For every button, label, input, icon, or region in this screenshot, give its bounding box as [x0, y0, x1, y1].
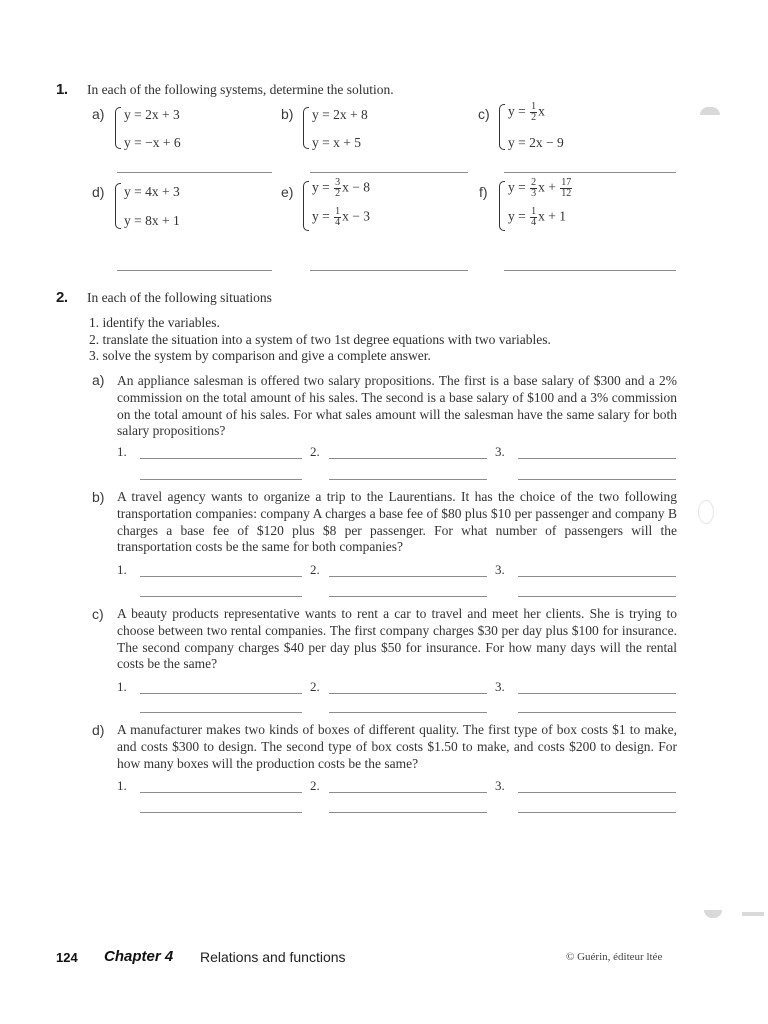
system-e-eq2: y = $\frac{1}{4}$ x − 3	[312, 206, 370, 228]
system-f-label: f)	[479, 184, 488, 200]
brace-c	[499, 104, 505, 150]
system-b-eq2: y = x + 5	[312, 135, 361, 150]
answer-line-a-3b[interactable]	[518, 479, 676, 480]
question-2-number: 2.	[56, 289, 68, 306]
chapter-title: Relations and functions	[200, 949, 346, 965]
answer-line-b-3[interactable]	[518, 576, 676, 577]
answer-line-d-2b[interactable]	[329, 812, 487, 813]
answer-label-3: 3.	[495, 444, 505, 459]
answer-line-a-2[interactable]	[329, 458, 487, 459]
system-c-eq1: y = $\frac{1}{2}$ x	[508, 101, 545, 123]
answer-label-1: 1.	[117, 778, 127, 793]
system-b-label: b)	[281, 106, 294, 122]
problem-d-text: A manufacturer makes two kinds of boxes of different quality. The first type of box costs $1 to make, and costs $300 to design. The second type of box costs $1.50 to make, and costs $200 to design. For how many boxes will the production costs be the same?	[117, 722, 677, 771]
answer-line-b[interactable]	[310, 172, 468, 173]
system-d-eq1: y = 4x + 3	[124, 184, 180, 199]
answer-line-e[interactable]	[310, 270, 468, 271]
question-2-prompt: In each of the following situations	[87, 290, 272, 305]
step-1: 1. identify the variables.	[89, 315, 220, 330]
brace-e	[303, 181, 309, 231]
brace-f	[499, 181, 505, 231]
answer-line-c-2b[interactable]	[329, 712, 487, 713]
scan-mark-ring	[698, 500, 714, 524]
problem-c-text: A beauty products representative wants to rent a car to travel and meet her clients. She is trying to choose between two rental companies. The first company charges $30 per day plus $100 for insurance. The second company charges $40 per day plus $50 for insurance. For how many days will the rental costs be the same?	[117, 606, 677, 672]
answer-line-c[interactable]	[504, 172, 676, 173]
answer-line-a-1b[interactable]	[140, 479, 302, 480]
problem-a-text: An appliance salesman is offered two salary propositions. The first is a base salary of $300 and a 2% commission on the total amount of his sales. The second is a base salary of $100 and a 3% commission on the total amount of his sales. For what sales amount will the salesman have the same salary for both salary propositions?	[117, 373, 677, 439]
answer-line-d-3[interactable]	[518, 792, 676, 793]
step-3: 3. solve the system by comparison and give a complete answer.	[89, 348, 431, 363]
answer-line-c-2[interactable]	[329, 693, 487, 694]
problem-b-label: b)	[92, 489, 105, 505]
system-f-eq2: y = $\frac{1}{4}$ x + 1	[508, 206, 566, 228]
system-c-label: c)	[478, 106, 490, 122]
page-number: 124	[56, 950, 78, 965]
system-d-label: d)	[92, 184, 105, 200]
answer-line-d-1b[interactable]	[140, 812, 302, 813]
answer-label-1: 1.	[117, 562, 127, 577]
system-a-label: a)	[92, 106, 105, 122]
problem-d-label: d)	[92, 722, 105, 738]
answer-label-1: 1.	[117, 444, 127, 459]
scan-mark-bottom	[704, 910, 722, 918]
answer-line-b-1[interactable]	[140, 576, 302, 577]
problem-c-label: c)	[92, 606, 104, 622]
answer-label-2: 2.	[310, 679, 320, 694]
answer-line-d-1[interactable]	[140, 792, 302, 793]
answer-line-c-3b[interactable]	[518, 712, 676, 713]
brace-a	[115, 107, 121, 149]
brace-b	[303, 107, 309, 149]
answer-line-f[interactable]	[504, 270, 676, 271]
answer-label-3: 3.	[495, 562, 505, 577]
answer-line-a-1[interactable]	[140, 458, 302, 459]
answer-label-3: 3.	[495, 778, 505, 793]
answer-line-b-2[interactable]	[329, 576, 487, 577]
answer-label-2: 2.	[310, 562, 320, 577]
answer-line-c-3[interactable]	[518, 693, 676, 694]
problem-a-label: a)	[92, 372, 105, 388]
question-1-number: 1.	[56, 81, 68, 98]
answer-line-c-1b[interactable]	[140, 712, 302, 713]
brace-d	[115, 183, 121, 229]
system-e-eq1: y = $\frac{3}{2}$ x − 8	[312, 177, 370, 199]
answer-label-1: 1.	[117, 679, 127, 694]
scan-mark-edge	[742, 912, 764, 916]
answer-label-2: 2.	[310, 444, 320, 459]
system-f-eq1: y = $\frac{2}{3}$ x + $\frac{17}{12}$	[508, 177, 572, 199]
answer-label-2: 2.	[310, 778, 320, 793]
scan-mark-top	[700, 107, 720, 115]
answer-line-b-2b[interactable]	[329, 596, 487, 597]
answer-line-b-3b[interactable]	[518, 596, 676, 597]
answer-line-b-1b[interactable]	[140, 596, 302, 597]
question-1-prompt: In each of the following systems, determine the solution.	[87, 82, 394, 97]
system-a-eq2: y = −x + 6	[124, 135, 181, 150]
system-e-label: e)	[281, 184, 294, 200]
publisher-credit: © Guérin, éditeur ltée	[566, 951, 663, 963]
system-a-eq1: y = 2x + 3	[124, 107, 180, 122]
system-d-eq2: y = 8x + 1	[124, 213, 180, 228]
answer-line-d[interactable]	[117, 270, 272, 271]
answer-line-a[interactable]	[117, 172, 272, 173]
answer-line-a-2b[interactable]	[329, 479, 487, 480]
answer-line-c-1[interactable]	[140, 693, 302, 694]
problem-b-text: A travel agency wants to organize a trip to the Laurentians. It has the choice of the two following transportation companies: company A charges a base fee of $80 plus $10 per passenger and company B charges a base fee of $120 plus $8 per passenger. For what number of passengers will the transportation costs be the same for both companies?	[117, 489, 677, 555]
chapter-label: Chapter 4	[104, 948, 174, 965]
answer-label-3: 3.	[495, 679, 505, 694]
answer-line-d-2[interactable]	[329, 792, 487, 793]
system-b-eq1: y = 2x + 8	[312, 107, 368, 122]
system-c-eq2: y = 2x − 9	[508, 135, 564, 150]
answer-line-a-3[interactable]	[518, 458, 676, 459]
step-2: 2. translate the situation into a system of two 1st degree equations with two variables.	[89, 332, 551, 347]
answer-line-d-3b[interactable]	[518, 812, 676, 813]
